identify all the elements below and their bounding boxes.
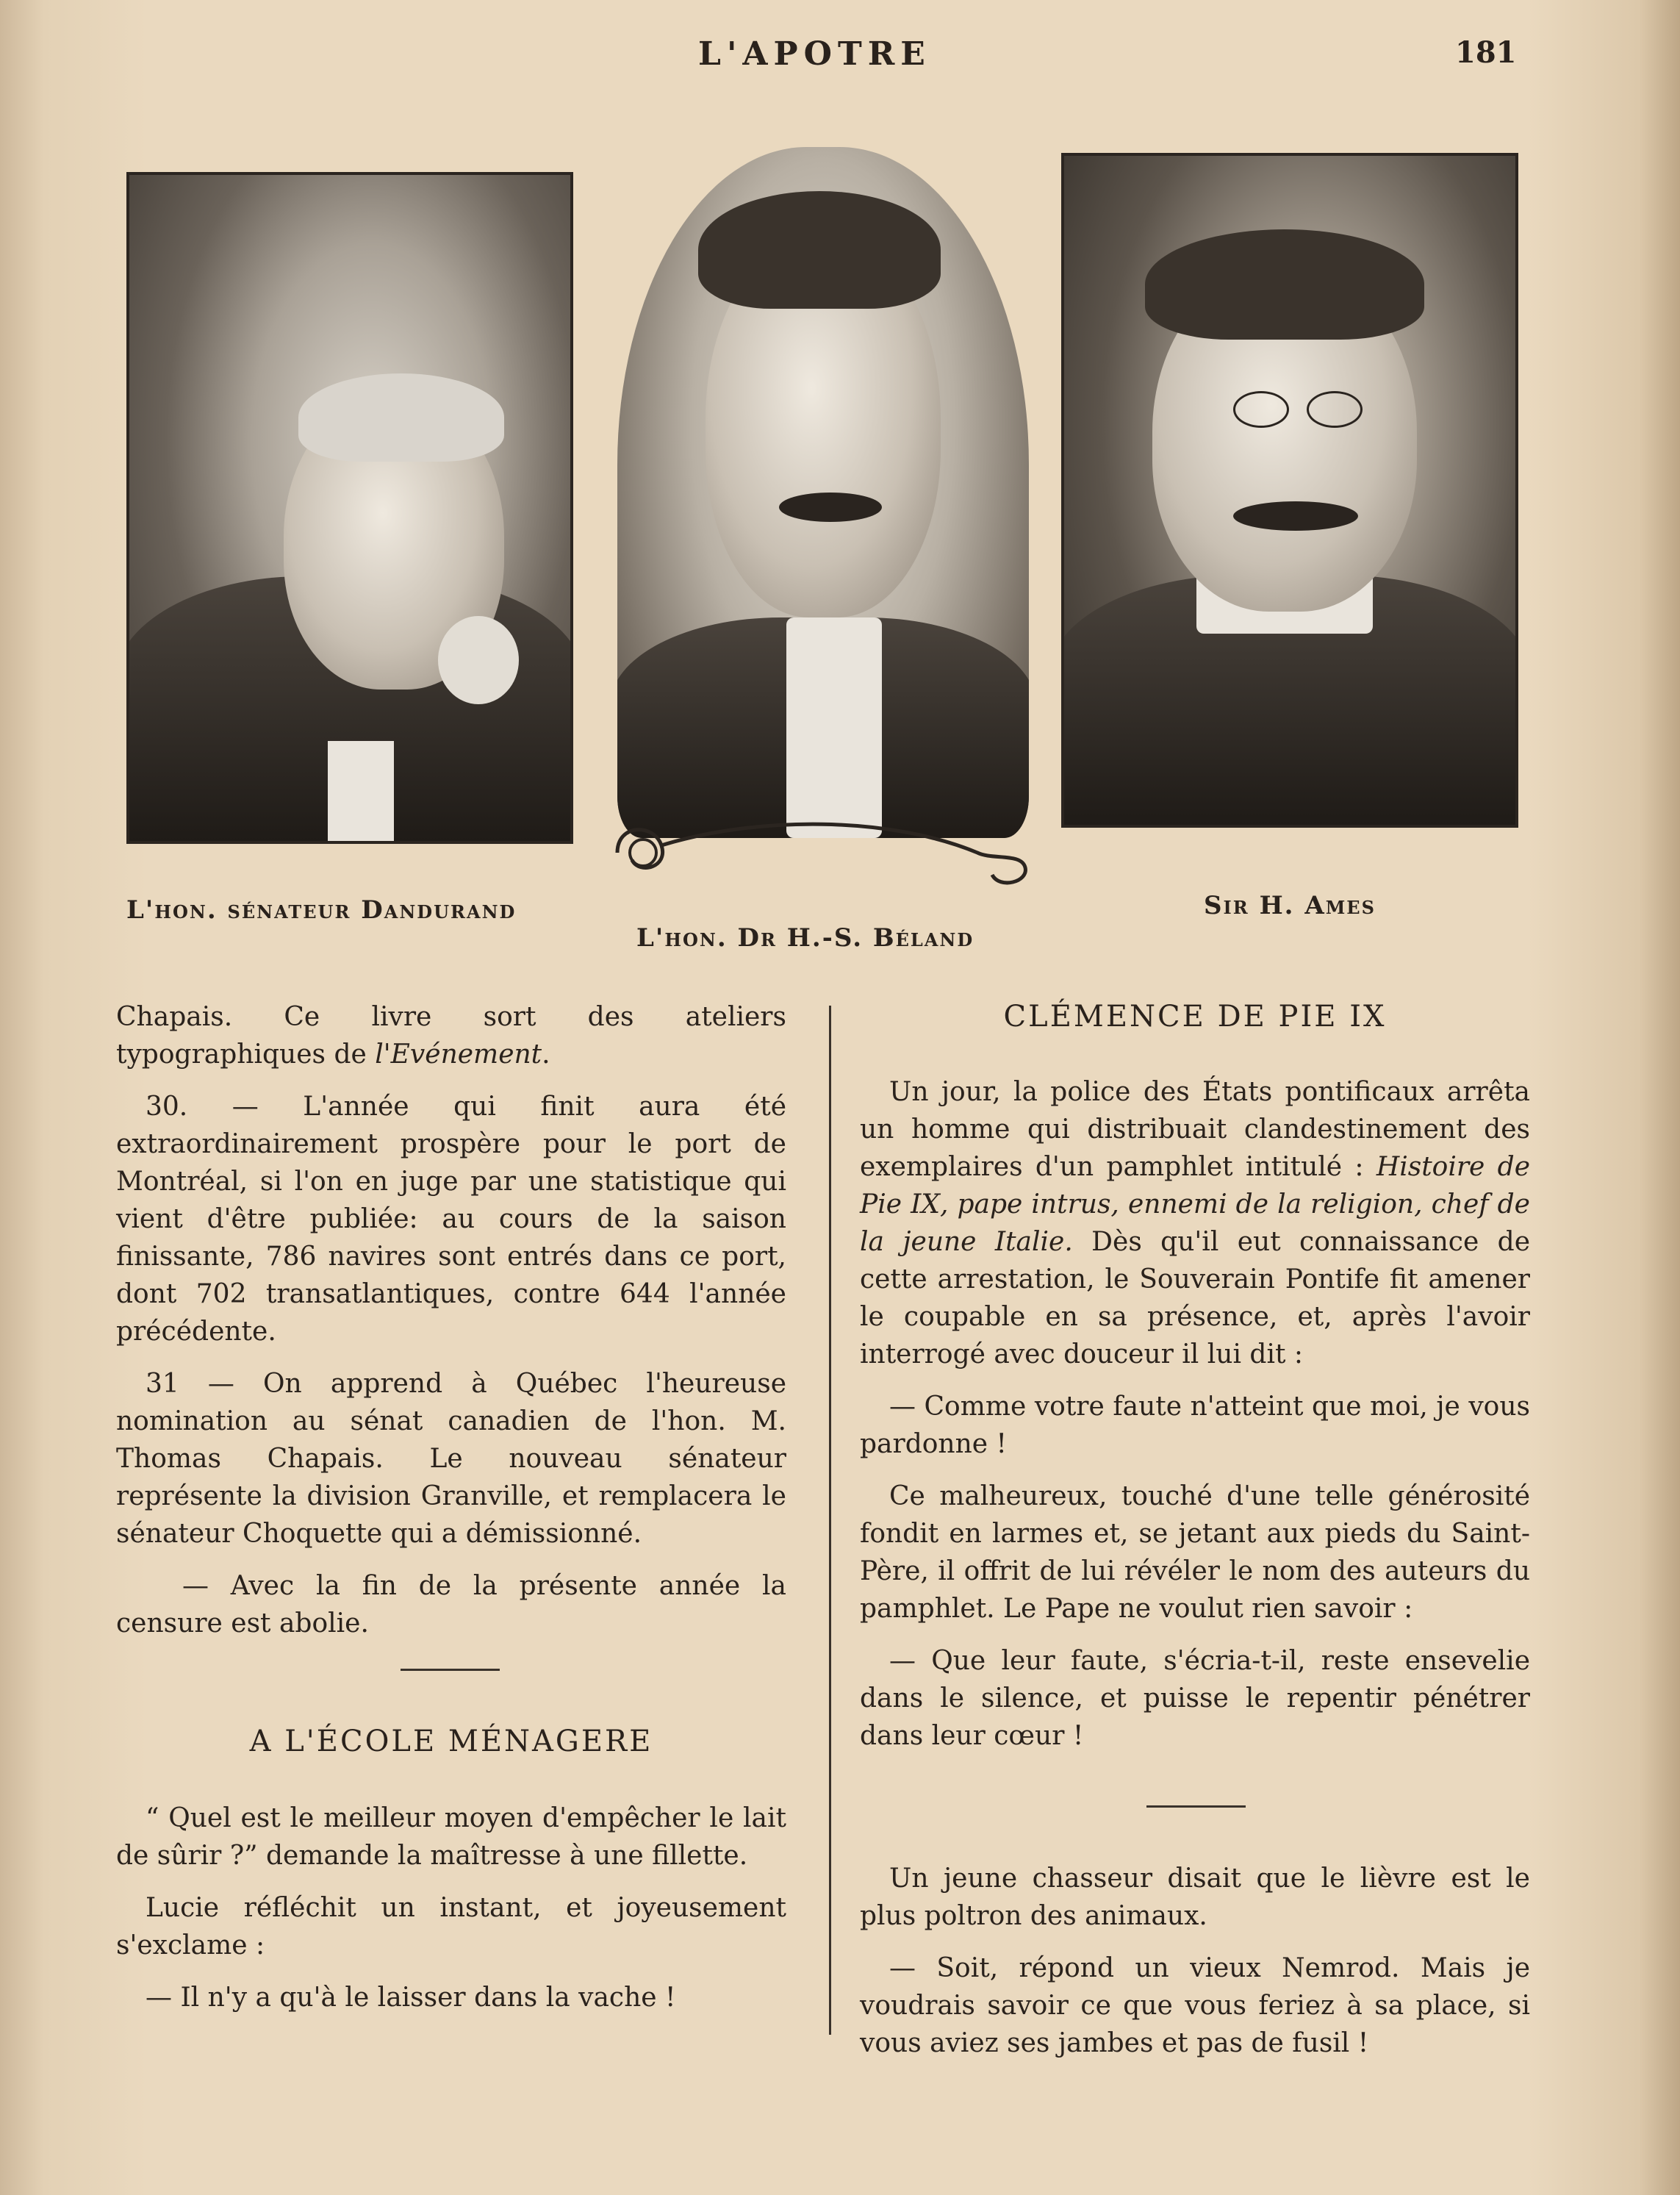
caption-dandurand: L'hon. sénateur Dandurand xyxy=(126,895,517,925)
running-head: L'APOTRE xyxy=(698,35,931,73)
paragraph: 31 — On apprend à Québec l'heureuse nomination au sénat canadien de l'hon. M. Thomas Chapais. Le nouveau sénateur représente la division Granville, et remplacera le sénateur Choquette qui a démissionné. xyxy=(116,1369,786,1549)
caption-ames: Sir H. Ames xyxy=(1204,891,1376,920)
paragraph: 30. — L'année qui finit aura été extraordinairement prospère pour le port de Montréal, si l'on en juge par une statistique qui vient d'être publiée: au cours de la saison finissante, 786 navires sont entrés dans ce port, dont 702 transatlantiques, contre 644 l'année précédente. xyxy=(116,1092,786,1347)
paragraph: — Que leur faute, s'écria-t-il, reste ensevelie dans le silence, et puisse le repentir pénétrer dans leur cœur ! xyxy=(860,1646,1530,1751)
caption-beland: L'hon. Dr H.-S. Béland xyxy=(636,923,974,953)
paragraph: — Comme votre faute n'atteint que moi, je vous pardonne ! xyxy=(860,1392,1530,1459)
portrait-beland xyxy=(617,147,1029,838)
section-title-ecole: A L'ÉCOLE MÉNAGERE xyxy=(249,1725,653,1758)
page-number: 181 xyxy=(1455,35,1517,70)
paragraph: Chapais. Ce livre sort des ateliers typographiques de l'Evénement. xyxy=(116,1002,786,1070)
paragraph: Lucie réfléchit un instant, et joyeusement s'exclame : xyxy=(116,1893,786,1961)
section-divider xyxy=(401,1669,500,1671)
paragraph: — Il n'y a qu'à le laisser dans la vache ! xyxy=(146,1983,676,2013)
right-column xyxy=(860,1073,1530,1769)
left-column-bottom xyxy=(116,1800,786,2031)
right-column-bottom xyxy=(860,1860,1530,2077)
left-column-top xyxy=(116,998,786,1657)
paragraph: “ Quel est le meilleur moyen d'empêcher le lait de sûrir ?” demande la maîtresse à une fillette. xyxy=(116,1803,786,1871)
portrait-ames xyxy=(1061,153,1518,828)
portrait-dandurand xyxy=(126,172,573,844)
section-title-clemence: CLÉMENCE DE PIE IX xyxy=(1003,1000,1387,1034)
paragraph: Un jeune chasseur disait que le lièvre est le plus poltron des animaux. xyxy=(860,1863,1530,1931)
section-divider xyxy=(1146,1805,1246,1808)
column-divider xyxy=(829,1006,831,2035)
vignette-ornament xyxy=(610,809,1036,897)
paragraph: Un jour, la police des États pontificaux arrêta un homme qui distribuait clandestinement des exemplaires d'un pamphlet intitulé : Histoire de Pie IX, pape intrus, ennemi de la religion, chef de la jeune Italie. Dès qu'il eut connaissance de cette arrestation, le Souverain Pontife fit amener le coupable en sa présence, et, après l'avoir interrogé avec douceur il lui dit : xyxy=(860,1077,1531,1369)
paragraph: Ce malheureux, touché d'une telle générosité fondit en larmes et, se jetant aux pieds du Saint-Père, il offrit de lui révéler le nom des auteurs du pamphlet. Le Pape ne voulut rien savoir : xyxy=(860,1481,1530,1624)
paragraph: — Avec la fin de la présente année la censure est abolie. xyxy=(116,1571,786,1639)
paragraph: — Soit, répond un vieux Nemrod. Mais je voudrais savoir ce que vous feriez à sa place, si vous aviez ses jambes et pas de fusil ! xyxy=(860,1953,1530,2058)
